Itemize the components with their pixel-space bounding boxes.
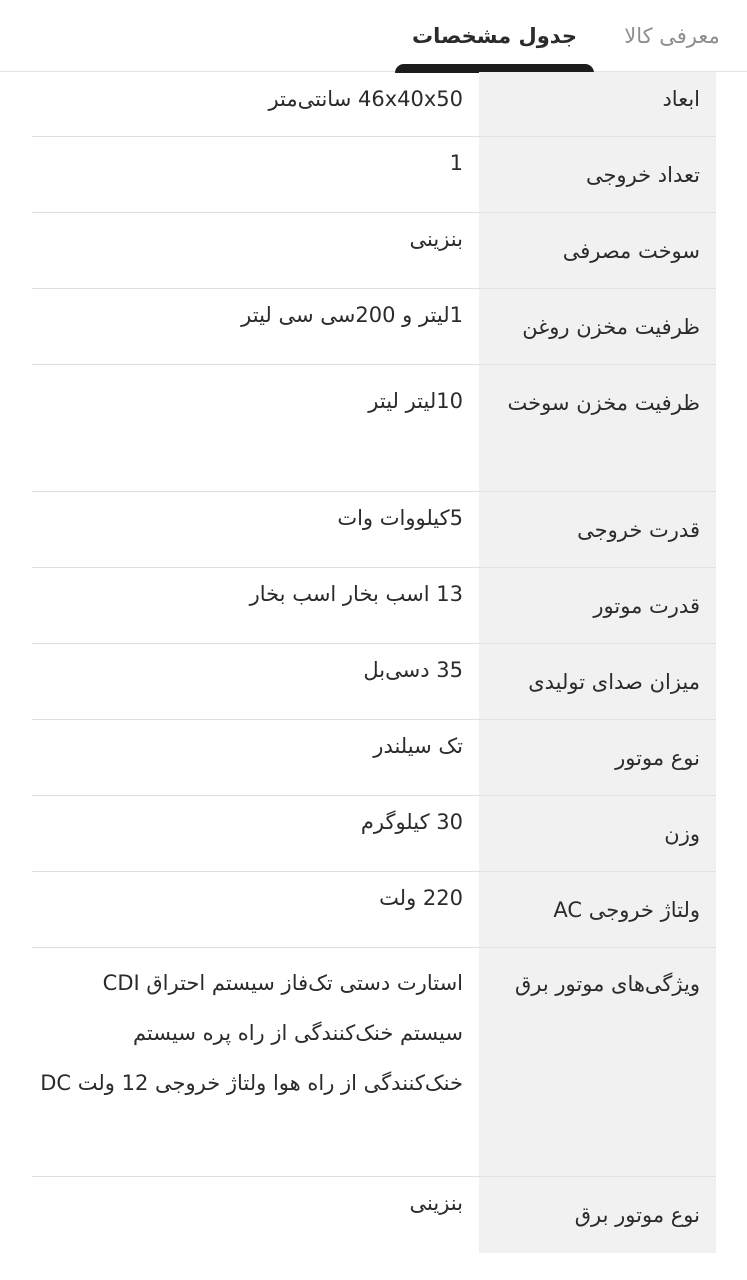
spec-label: ویژگی‌های موتور برق: [479, 948, 716, 1176]
spec-value: بنزینی: [409, 1191, 463, 1215]
spec-label: سوخت مصرفی: [479, 213, 716, 288]
spec-value: 1: [449, 151, 463, 175]
spec-row: [32, 644, 716, 720]
spec-label: قدرت موتور: [479, 568, 716, 643]
spec-row: [32, 872, 716, 948]
spec-row: [32, 137, 716, 213]
spec-label: میزان صدای تولیدی: [479, 644, 716, 719]
spec-label: وزن: [479, 796, 716, 871]
spec-value: تک سیلندر: [373, 734, 463, 758]
spec-value: 46x40x50 سانتی‌متر: [268, 87, 463, 111]
spec-label: ولتاژ خروجی AC: [479, 872, 716, 947]
spec-value: 13 اسب بخار اسب بخار: [249, 582, 463, 606]
spec-value: 10لیتر لیتر: [368, 389, 463, 413]
spec-row: [32, 289, 716, 365]
spec-value: 220 ولت: [379, 886, 463, 910]
tab-specifications[interactable]: [392, 0, 597, 72]
spec-label: ظرفیت مخزن روغن: [479, 289, 716, 364]
spec-row: [32, 213, 716, 289]
spec-value: استارت دستی تک‌فاز سیستم احتراق CDI سیستم خنک‌کنندگی از راه پره سیستم خنک‌کنندگی از راه هوا ولتاژ خروجی 12 ولت DC: [40, 971, 463, 1095]
spec-value: 30 کیلوگرم: [360, 810, 463, 834]
tab-specifications-label: جدول مشخصات: [411, 24, 578, 48]
spec-label: نوع موتور: [479, 720, 716, 795]
spec-row: [32, 72, 716, 137]
spec-row: [32, 492, 716, 568]
spec-row: [32, 365, 716, 492]
spec-value: 5کیلووات وات: [337, 506, 463, 530]
spec-row: [32, 568, 716, 644]
spec-label: تعداد خروجی: [479, 137, 716, 212]
spec-row: [32, 720, 716, 796]
spec-value: بنزینی: [409, 227, 463, 251]
tab-bar: [0, 0, 747, 72]
spec-row: [32, 796, 716, 872]
spec-value: 35 دسی‌بل: [363, 658, 463, 682]
spec-label: ابعاد: [479, 72, 716, 136]
specifications-table: [32, 72, 716, 1253]
spec-label: ظرفیت مخزن سوخت: [479, 365, 716, 491]
spec-row: [32, 1177, 716, 1253]
spec-value: 1لیتر و 200سی سی لیتر: [241, 303, 463, 327]
spec-label: نوع موتور برق: [479, 1177, 716, 1253]
tab-product-intro[interactable]: [597, 0, 747, 72]
spec-row: [32, 948, 716, 1177]
tab-product-intro-label: معرفی کالا: [624, 24, 720, 48]
spec-label: قدرت خروجی: [479, 492, 716, 567]
